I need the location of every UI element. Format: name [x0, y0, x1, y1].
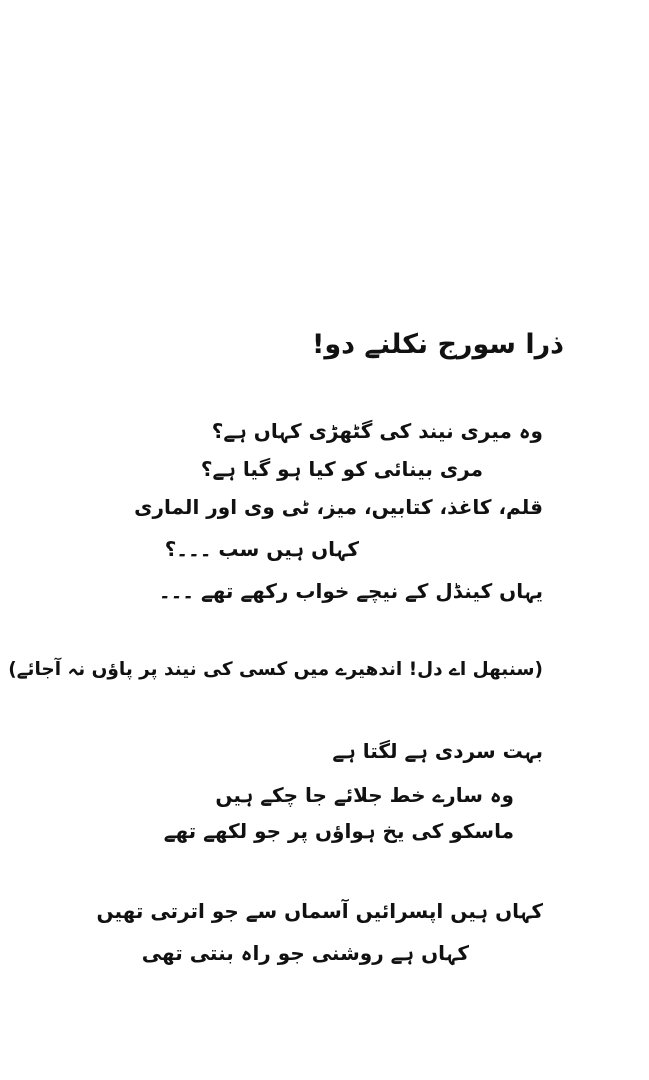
poem-line: وہ سارے خط جلائے جا چکے ہیں	[215, 783, 514, 807]
poem-title: ذرا سورج نکلنے دو!	[312, 329, 564, 360]
poem-line: (سنبھل اے دل! اندھیرے میں کسی کی نیند پر پاؤں نہ آجائے)	[8, 659, 543, 680]
poem-line: وہ میری نیند کی گٹھڑی کہاں ہے؟	[211, 419, 543, 443]
poem-line: مری بینائی کو کیا ہو گیا ہے؟	[200, 457, 483, 481]
poem-line: کہاں ہیں سب ۔۔۔؟	[164, 537, 359, 561]
poem-line: کہاں ہیں اپسرائیں آسماں سے جو اترتی تھیں	[96, 899, 543, 923]
poem-line: کہاں ہے روشنی جو راہ بنتی تھی	[141, 941, 469, 965]
poem-line: یہاں کینڈل کے نیچے خواب رکھے تھے ۔۔۔	[158, 579, 543, 603]
poem-line: ماسکو کی یخ ہواؤں پر جو لکھے تھے	[163, 819, 514, 843]
poem-line: قلم، کاغذ، کتابیں، میز، ٹی وی اور الماری	[134, 495, 543, 519]
poem-line: بہت سردی ہے لگتا ہے	[332, 739, 543, 763]
